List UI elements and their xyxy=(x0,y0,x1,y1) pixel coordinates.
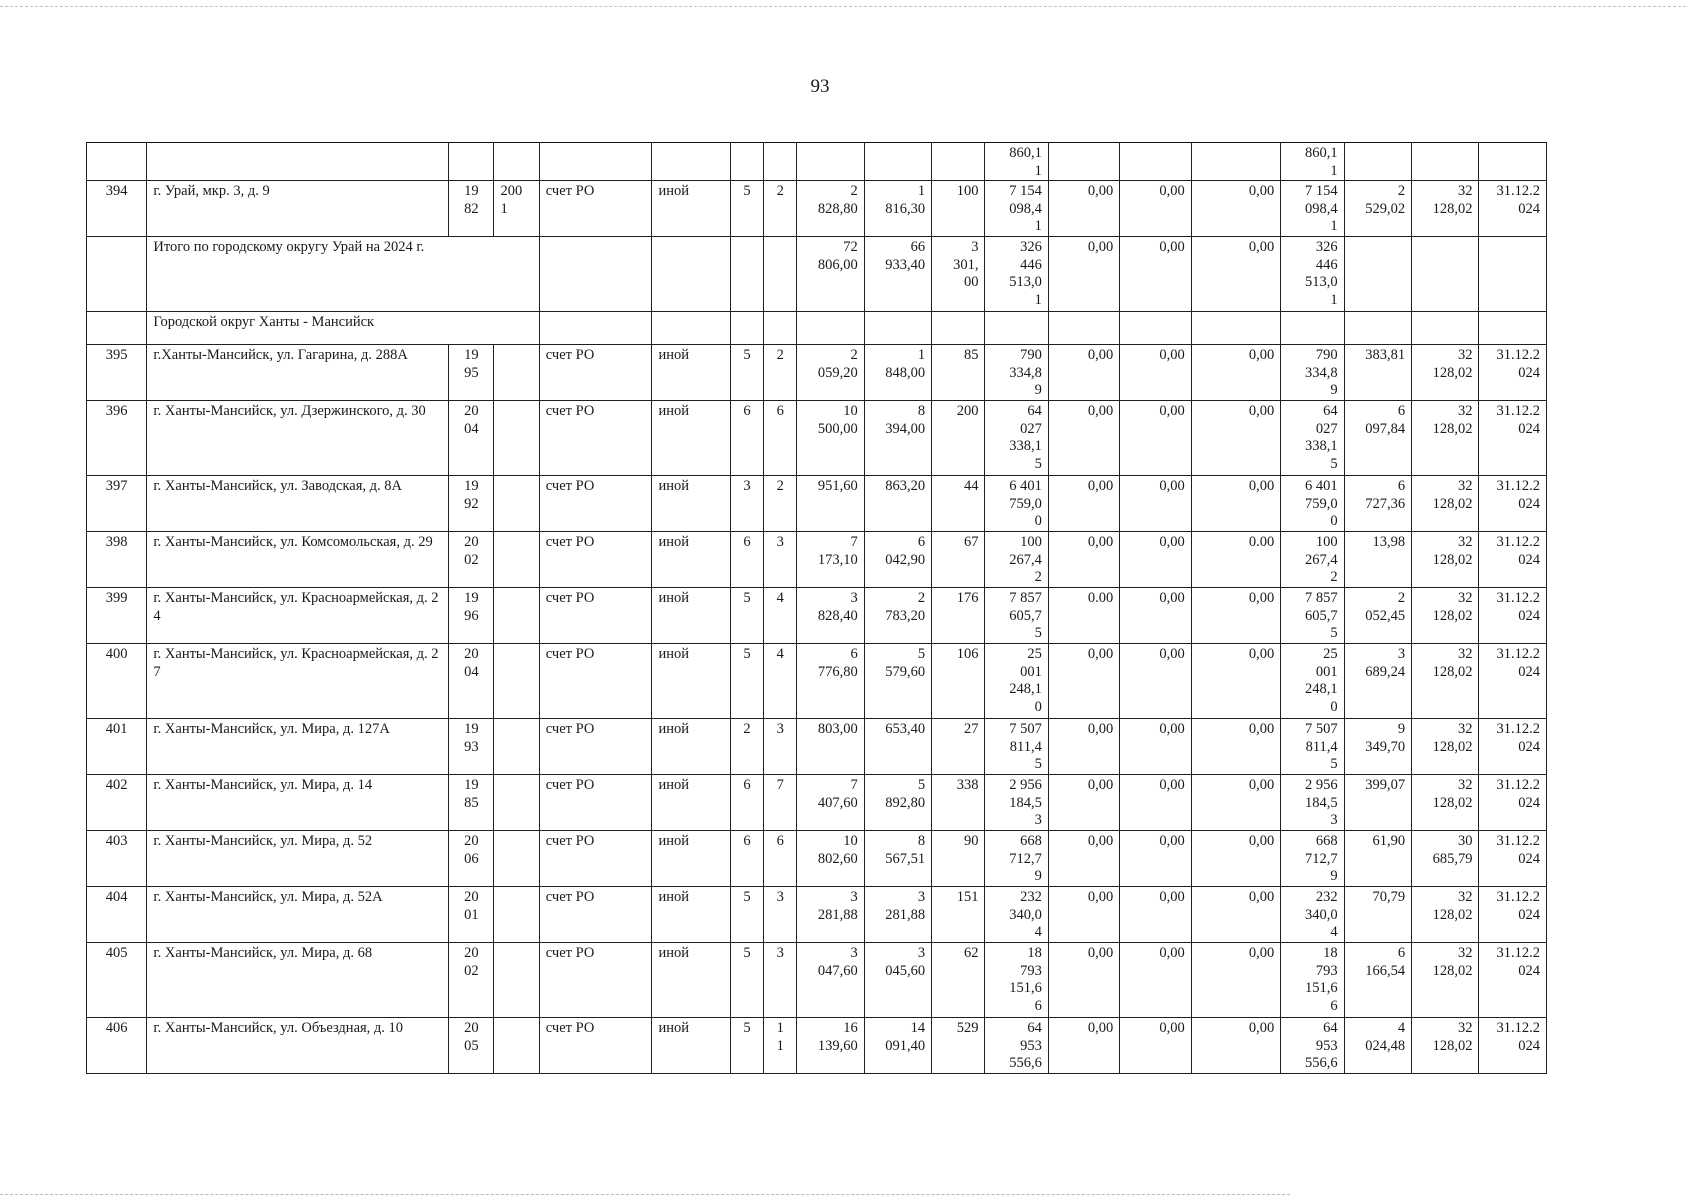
cost-b-cell: 0,00 xyxy=(1120,345,1191,401)
deadline-cell: 31.12.2 024 xyxy=(1479,401,1547,476)
cost-c-cell: 0,00 xyxy=(1191,345,1281,401)
entrances-cell: 6 xyxy=(764,831,797,887)
cost-c-cell: 0,00 xyxy=(1191,644,1281,719)
cost-a-cell: 0,00 xyxy=(1048,237,1119,312)
entrances-cell: 2 xyxy=(764,181,797,237)
year-repair-cell xyxy=(494,943,539,1018)
cost-c-cell: 0,00 xyxy=(1191,237,1281,312)
type-cell: иной xyxy=(652,345,730,401)
row-number: 400 xyxy=(87,644,147,719)
type-cell: иной xyxy=(652,644,730,719)
table-row-396 xyxy=(87,401,1547,476)
cost-c-cell: 0,00 xyxy=(1191,1018,1281,1074)
cost-total-cell: 860,1 1 xyxy=(985,143,1048,181)
type-cell: иной xyxy=(652,943,730,1018)
address-cell: г. Ханты-Мансийск, ул. Мира, д. 52А xyxy=(147,887,449,943)
row-number: 403 xyxy=(87,831,147,887)
row-number: 399 xyxy=(87,588,147,644)
area-total-cell: 16 139,60 xyxy=(797,1018,864,1074)
floors-cell: 6 xyxy=(730,401,763,476)
area-total-cell: 72 806,00 xyxy=(797,237,864,312)
cost-b-cell: 0,00 xyxy=(1120,831,1191,887)
area-living-cell: 653,40 xyxy=(864,719,931,775)
entrances-cell: 2 xyxy=(764,345,797,401)
cost-c-cell: 0,00 xyxy=(1191,775,1281,831)
fund-cell: счет РО xyxy=(539,181,652,237)
residents-cell: 529 xyxy=(932,1018,985,1074)
carryover-row xyxy=(87,143,1547,181)
floors-cell: 3 xyxy=(730,476,763,532)
area-total-cell: 3 281,88 xyxy=(797,887,864,943)
cost-b-cell: 0,00 xyxy=(1120,644,1191,719)
year-built-cell: 19 82 xyxy=(449,181,494,237)
unit-cost-cell: 6 097,84 xyxy=(1344,401,1411,476)
year-repair-cell xyxy=(494,476,539,532)
area-total-cell: 803,00 xyxy=(797,719,864,775)
type-cell: иной xyxy=(652,532,730,588)
deadline-cell: 31.12.2 024 xyxy=(1479,831,1547,887)
unit-cost-cell: 399,07 xyxy=(1344,775,1411,831)
unit-cost-cell: 6 727,36 xyxy=(1344,476,1411,532)
fund-cell: счет РО xyxy=(539,775,652,831)
cost-c-cell: 0,00 xyxy=(1191,831,1281,887)
year-repair-cell xyxy=(494,831,539,887)
cost-fund-cell: 2 956 184,5 3 xyxy=(1281,775,1344,831)
table-row-406 xyxy=(87,1018,1547,1074)
cost-c-cell: 0,00 xyxy=(1191,887,1281,943)
limit-cost-cell: 32 128,02 xyxy=(1412,719,1479,775)
residents-cell: 338 xyxy=(932,775,985,831)
address-cell: г. Ханты-Мансийск, ул. Заводская, д. 8А xyxy=(147,476,449,532)
year-repair-cell: 200 1 xyxy=(494,181,539,237)
fund-cell: счет РО xyxy=(539,1018,652,1074)
entrances-cell: 3 xyxy=(764,887,797,943)
type-cell: иной xyxy=(652,887,730,943)
area-living-cell: 863,20 xyxy=(864,476,931,532)
row-number: 396 xyxy=(87,401,147,476)
row-number: 395 xyxy=(87,345,147,401)
cost-fund-cell: 860,1 1 xyxy=(1281,143,1344,181)
fund-cell: счет РО xyxy=(539,345,652,401)
year-repair-cell xyxy=(494,775,539,831)
limit-cost-cell: 32 128,02 xyxy=(1412,476,1479,532)
limit-cost-cell: 32 128,02 xyxy=(1412,588,1479,644)
address-cell: г. Ханты-Мансийск, ул. Мира, д. 127А xyxy=(147,719,449,775)
limit-cost-cell: 32 128,02 xyxy=(1412,943,1479,1018)
limit-cost-cell: 32 128,02 xyxy=(1412,532,1479,588)
residents-cell: 200 xyxy=(932,401,985,476)
area-total-cell: 3 047,60 xyxy=(797,943,864,1018)
area-total-cell: 7 407,60 xyxy=(797,775,864,831)
type-cell: иной xyxy=(652,401,730,476)
cost-a-cell: 0,00 xyxy=(1048,887,1119,943)
cost-c-cell: 0,00 xyxy=(1191,719,1281,775)
unit-cost-cell: 2 052,45 xyxy=(1344,588,1411,644)
fund-cell: счет РО xyxy=(539,476,652,532)
deadline-cell: 31.12.2 024 xyxy=(1479,588,1547,644)
year-repair-cell xyxy=(494,532,539,588)
year-built-cell: 19 92 xyxy=(449,476,494,532)
cost-b-cell: 0,00 xyxy=(1120,719,1191,775)
subtotal-label: Итого по городскому округу Урай на 2024 г. xyxy=(147,237,539,312)
section-title: Городской округ Ханты - Мансийск xyxy=(147,312,539,345)
address-cell: г. Ханты-Мансийск, ул. Мира, д. 68 xyxy=(147,943,449,1018)
row-number: 397 xyxy=(87,476,147,532)
address-cell: г. Ханты-Мансийск, ул. Объездная, д. 10 xyxy=(147,1018,449,1074)
cost-total-cell: 668 712,7 9 xyxy=(985,831,1048,887)
floors-cell: 5 xyxy=(730,887,763,943)
cost-b-cell: 0,00 xyxy=(1120,775,1191,831)
cost-fund-cell: 100 267,4 2 xyxy=(1281,532,1344,588)
limit-cost-cell: 32 128,02 xyxy=(1412,887,1479,943)
year-built-cell: 19 95 xyxy=(449,345,494,401)
residents-cell: 176 xyxy=(932,588,985,644)
year-repair-cell xyxy=(494,401,539,476)
area-total-cell: 2 828,80 xyxy=(797,181,864,237)
address-cell: г. Урай, мкр. 3, д. 9 xyxy=(147,181,449,237)
table-row-401 xyxy=(87,719,1547,775)
floors-cell: 5 xyxy=(730,644,763,719)
cost-a-cell: 0,00 xyxy=(1048,719,1119,775)
deadline-cell: 31.12.2 024 xyxy=(1479,345,1547,401)
address-cell: г. Ханты-Мансийск, ул. Красноармейская, д. 24 xyxy=(147,588,449,644)
year-built-cell: 20 02 xyxy=(449,532,494,588)
deadline-cell: 31.12.2 024 xyxy=(1479,476,1547,532)
residents-cell: 151 xyxy=(932,887,985,943)
unit-cost-cell: 6 166,54 xyxy=(1344,943,1411,1018)
cost-b-cell: 0,00 xyxy=(1120,476,1191,532)
cost-b-cell: 0,00 xyxy=(1120,532,1191,588)
cost-total-cell: 2 956 184,5 3 xyxy=(985,775,1048,831)
cost-b-cell: 0,00 xyxy=(1120,181,1191,237)
residents-cell: 62 xyxy=(932,943,985,1018)
cost-a-cell: 0,00 xyxy=(1048,181,1119,237)
area-total-cell: 2 059,20 xyxy=(797,345,864,401)
area-total-cell: 6 776,80 xyxy=(797,644,864,719)
cost-fund-cell: 6 401 759,0 0 xyxy=(1281,476,1344,532)
cost-fund-cell: 64 953 556,6 xyxy=(1281,1018,1344,1074)
year-built-cell: 20 04 xyxy=(449,401,494,476)
limit-cost-cell: 32 128,02 xyxy=(1412,1018,1479,1074)
unit-cost-cell: 3 689,24 xyxy=(1344,644,1411,719)
year-repair-cell xyxy=(494,644,539,719)
entrances-cell: 2 xyxy=(764,476,797,532)
cost-a-cell: 0,00 xyxy=(1048,476,1119,532)
cost-a-cell: 0,00 xyxy=(1048,775,1119,831)
cost-b-cell: 0,00 xyxy=(1120,1018,1191,1074)
cost-total-cell: 18 793 151,6 6 xyxy=(985,943,1048,1018)
deadline-cell: 31.12.2 024 xyxy=(1479,1018,1547,1074)
table-row-402 xyxy=(87,775,1547,831)
year-built-cell: 20 04 xyxy=(449,644,494,719)
residents-cell: 100 xyxy=(932,181,985,237)
table-row-394 xyxy=(87,181,1547,237)
deadline-cell: 31.12.2 024 xyxy=(1479,775,1547,831)
fund-cell: счет РО xyxy=(539,943,652,1018)
cost-total-cell: 232 340,0 4 xyxy=(985,887,1048,943)
table-row-398 xyxy=(87,532,1547,588)
cost-total-cell: 6 401 759,0 0 xyxy=(985,476,1048,532)
cost-fund-cell: 25 001 248,1 0 xyxy=(1281,644,1344,719)
row-number: 406 xyxy=(87,1018,147,1074)
type-cell: иной xyxy=(652,181,730,237)
cost-c-cell: 0,00 xyxy=(1191,181,1281,237)
year-built-cell: 19 93 xyxy=(449,719,494,775)
limit-cost-cell: 32 128,02 xyxy=(1412,181,1479,237)
table-row-403 xyxy=(87,831,1547,887)
residents-cell: 27 xyxy=(932,719,985,775)
area-living-cell: 8 567,51 xyxy=(864,831,931,887)
unit-cost-cell: 2 529,02 xyxy=(1344,181,1411,237)
cost-total-cell: 7 507 811,4 5 xyxy=(985,719,1048,775)
fund-cell: счет РО xyxy=(539,644,652,719)
cost-c-cell: 0,00 xyxy=(1191,943,1281,1018)
floors-cell: 2 xyxy=(730,719,763,775)
area-total-cell: 7 173,10 xyxy=(797,532,864,588)
scan-edge-bottom xyxy=(0,1194,1290,1195)
address-cell: г. Ханты-Мансийск, ул. Красноармейская, д. 27 xyxy=(147,644,449,719)
year-built-cell: 20 05 xyxy=(449,1018,494,1074)
cost-fund-cell: 7 507 811,4 5 xyxy=(1281,719,1344,775)
residents-cell: 67 xyxy=(932,532,985,588)
cost-total-cell: 64 953 556,6 xyxy=(985,1018,1048,1074)
area-living-cell: 6 042,90 xyxy=(864,532,931,588)
floors-cell: 5 xyxy=(730,181,763,237)
limit-cost-cell: 30 685,79 xyxy=(1412,831,1479,887)
year-built-cell: 19 85 xyxy=(449,775,494,831)
area-living-cell: 14 091,40 xyxy=(864,1018,931,1074)
cost-total-cell: 64 027 338,1 5 xyxy=(985,401,1048,476)
deadline-cell: 31.12.2 024 xyxy=(1479,943,1547,1018)
cost-fund-cell: 326 446 513,0 1 xyxy=(1281,237,1344,312)
cost-a-cell: 0,00 xyxy=(1048,1018,1119,1074)
cost-b-cell: 0,00 xyxy=(1120,588,1191,644)
residents-cell: 106 xyxy=(932,644,985,719)
area-living-cell: 3 045,60 xyxy=(864,943,931,1018)
cost-fund-cell: 18 793 151,6 6 xyxy=(1281,943,1344,1018)
table-row-405 xyxy=(87,943,1547,1018)
unit-cost-cell: 70,79 xyxy=(1344,887,1411,943)
row-number: 401 xyxy=(87,719,147,775)
cost-fund-cell: 232 340,0 4 xyxy=(1281,887,1344,943)
area-total-cell: 10 500,00 xyxy=(797,401,864,476)
deadline-cell: 31.12.2 024 xyxy=(1479,532,1547,588)
cost-b-cell: 0,00 xyxy=(1120,237,1191,312)
cost-total-cell: 7 154 098,4 1 xyxy=(985,181,1048,237)
entrances-cell: 4 xyxy=(764,644,797,719)
unit-cost-cell: 61,90 xyxy=(1344,831,1411,887)
type-cell: иной xyxy=(652,476,730,532)
area-living-cell: 5 579,60 xyxy=(864,644,931,719)
year-built-cell: 20 02 xyxy=(449,943,494,1018)
address-cell: г. Ханты-Мансийск, ул. Мира, д. 14 xyxy=(147,775,449,831)
cost-a-cell: 0,00 xyxy=(1048,943,1119,1018)
entrances-cell: 6 xyxy=(764,401,797,476)
cost-total-cell: 326 446 513,0 1 xyxy=(985,237,1048,312)
type-cell: иной xyxy=(652,1018,730,1074)
area-living-cell: 2 783,20 xyxy=(864,588,931,644)
row-number: 402 xyxy=(87,775,147,831)
area-living-cell: 66 933,40 xyxy=(864,237,931,312)
year-repair-cell xyxy=(494,1018,539,1074)
cost-total-cell: 25 001 248,1 0 xyxy=(985,644,1048,719)
residents-cell: 85 xyxy=(932,345,985,401)
year-repair-cell xyxy=(494,719,539,775)
fund-cell: счет РО xyxy=(539,401,652,476)
type-cell: иной xyxy=(652,719,730,775)
table-row-404 xyxy=(87,887,1547,943)
table-row-399 xyxy=(87,588,1547,644)
row-number: 405 xyxy=(87,943,147,1018)
area-living-cell: 5 892,80 xyxy=(864,775,931,831)
type-cell: иной xyxy=(652,588,730,644)
cost-c-cell: 0,00 xyxy=(1191,588,1281,644)
entrances-cell: 1 1 xyxy=(764,1018,797,1074)
type-cell: иной xyxy=(652,831,730,887)
floors-cell: 6 xyxy=(730,831,763,887)
table-row-395 xyxy=(87,345,1547,401)
cost-total-cell: 7 857 605,7 5 xyxy=(985,588,1048,644)
floors-cell: 6 xyxy=(730,775,763,831)
table-row-397 xyxy=(87,476,1547,532)
section-header-row xyxy=(87,312,1547,345)
deadline-cell: 31.12.2 024 xyxy=(1479,181,1547,237)
residents-cell: 90 xyxy=(932,831,985,887)
entrances-cell: 3 xyxy=(764,719,797,775)
unit-cost-cell: 4 024,48 xyxy=(1344,1018,1411,1074)
unit-cost-cell: 383,81 xyxy=(1344,345,1411,401)
cost-total-cell: 790 334,8 9 xyxy=(985,345,1048,401)
address-cell: г. Ханты-Мансийск, ул. Дзержинского, д. 30 xyxy=(147,401,449,476)
floors-cell: 5 xyxy=(730,1018,763,1074)
table-row-400 xyxy=(87,644,1547,719)
floors-cell: 5 xyxy=(730,345,763,401)
subtotal-row xyxy=(87,237,1547,312)
cost-fund-cell: 668 712,7 9 xyxy=(1281,831,1344,887)
cost-b-cell: 0,00 xyxy=(1120,887,1191,943)
year-repair-cell xyxy=(494,588,539,644)
entrances-cell: 7 xyxy=(764,775,797,831)
year-built-cell: 20 01 xyxy=(449,887,494,943)
cost-b-cell: 0,00 xyxy=(1120,943,1191,1018)
area-living-cell: 1 816,30 xyxy=(864,181,931,237)
year-built-cell: 20 06 xyxy=(449,831,494,887)
cost-a-cell: 0,00 xyxy=(1048,345,1119,401)
fund-cell: счет РО xyxy=(539,719,652,775)
entrances-cell: 4 xyxy=(764,588,797,644)
entrances-cell: 3 xyxy=(764,943,797,1018)
page-number: 93 xyxy=(810,76,830,97)
address-cell: г. Ханты-Мансийск, ул. Мира, д. 52 xyxy=(147,831,449,887)
row-number: 398 xyxy=(87,532,147,588)
area-living-cell: 8 394,00 xyxy=(864,401,931,476)
cost-c-cell: 0,00 xyxy=(1191,476,1281,532)
residents-cell: 3 301, 00 xyxy=(932,237,985,312)
deadline-cell: 31.12.2 024 xyxy=(1479,887,1547,943)
scan-edge-top xyxy=(0,6,1686,7)
cost-b-cell: 0,00 xyxy=(1120,401,1191,476)
row-number: 404 xyxy=(87,887,147,943)
unit-cost-cell: 9 349,70 xyxy=(1344,719,1411,775)
entrances-cell: 3 xyxy=(764,532,797,588)
limit-cost-cell: 32 128,02 xyxy=(1412,345,1479,401)
fund-cell: счет РО xyxy=(539,532,652,588)
floors-cell: 6 xyxy=(730,532,763,588)
area-total-cell: 3 828,40 xyxy=(797,588,864,644)
limit-cost-cell: 32 128,02 xyxy=(1412,644,1479,719)
area-living-cell: 3 281,88 xyxy=(864,887,931,943)
cost-fund-cell: 7 154 098,4 1 xyxy=(1281,181,1344,237)
year-repair-cell xyxy=(494,887,539,943)
cost-c-cell: 0,00 xyxy=(1191,401,1281,476)
cost-a-cell: 0,00 xyxy=(1048,831,1119,887)
limit-cost-cell: 32 128,02 xyxy=(1412,775,1479,831)
cost-c-cell: 0.00 xyxy=(1191,532,1281,588)
cost-a-cell: 0.00 xyxy=(1048,588,1119,644)
area-total-cell: 951,60 xyxy=(797,476,864,532)
row-number: 394 xyxy=(87,181,147,237)
cost-a-cell: 0,00 xyxy=(1048,532,1119,588)
cost-a-cell: 0,00 xyxy=(1048,401,1119,476)
floors-cell: 5 xyxy=(730,943,763,1018)
floors-cell: 5 xyxy=(730,588,763,644)
address-cell: г.Ханты-Мансийск, ул. Гагарина, д. 288А xyxy=(147,345,449,401)
area-living-cell: 1 848,00 xyxy=(864,345,931,401)
cost-fund-cell: 64 027 338,1 5 xyxy=(1281,401,1344,476)
type-cell: иной xyxy=(652,775,730,831)
housing-repair-table xyxy=(86,142,1547,1074)
cost-fund-cell: 7 857 605,7 5 xyxy=(1281,588,1344,644)
cost-total-cell: 100 267,4 2 xyxy=(985,532,1048,588)
cost-fund-cell: 790 334,8 9 xyxy=(1281,345,1344,401)
area-total-cell: 10 802,60 xyxy=(797,831,864,887)
address-cell: г. Ханты-Мансийск, ул. Комсомольская, д. 29 xyxy=(147,532,449,588)
fund-cell: счет РО xyxy=(539,588,652,644)
deadline-cell: 31.12.2 024 xyxy=(1479,719,1547,775)
year-repair-cell xyxy=(494,345,539,401)
fund-cell: счет РО xyxy=(539,831,652,887)
residents-cell: 44 xyxy=(932,476,985,532)
limit-cost-cell: 32 128,02 xyxy=(1412,401,1479,476)
fund-cell: счет РО xyxy=(539,887,652,943)
unit-cost-cell: 13,98 xyxy=(1344,532,1411,588)
cost-a-cell: 0,00 xyxy=(1048,644,1119,719)
deadline-cell: 31.12.2 024 xyxy=(1479,644,1547,719)
year-built-cell: 19 96 xyxy=(449,588,494,644)
